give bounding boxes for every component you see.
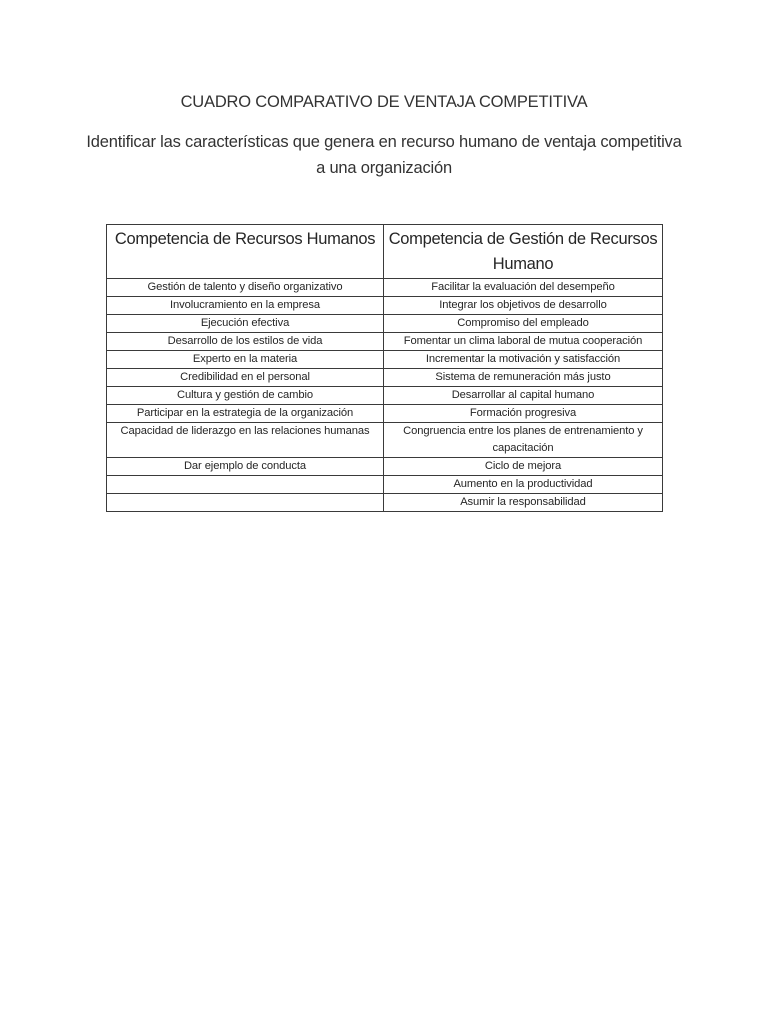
table-row [107, 405, 663, 423]
table-cell: Congruencia entre los planes de entrenamiento y capacitación [384, 423, 663, 458]
table-cell: Fomentar un clima laboral de mutua cooperación [384, 333, 663, 351]
table-cell: Involucramiento en la empresa [107, 297, 384, 315]
table-cell: Compromiso del empleado [384, 315, 663, 333]
column-header-hrm-competence: Competencia de Gestión de Recursos Humano [384, 225, 663, 279]
table-cell: Integrar los objetivos de desarrollo [384, 297, 663, 315]
table-cell: Cultura y gestión de cambio [107, 387, 384, 405]
table-row [107, 279, 663, 297]
table-cell: Credibilidad en el personal [107, 369, 384, 387]
document-title: CUADRO COMPARATIVO DE VENTAJA COMPETITIVA [180, 93, 588, 111]
table-cell-empty [107, 476, 384, 494]
table-row [107, 387, 663, 405]
table-row [107, 351, 663, 369]
table-row [107, 494, 663, 512]
table-cell: Aumento en la productividad [384, 476, 663, 494]
table-cell: Gestión de talento y diseño organizativo [107, 279, 384, 297]
table-cell: Ejecución efectiva [107, 315, 384, 333]
table-cell: Experto en la materia [107, 351, 384, 369]
table-cell-empty [107, 494, 384, 512]
table-cell: Asumir la responsabilidad [384, 494, 663, 512]
table-row [107, 333, 663, 351]
table-body [107, 279, 663, 512]
document-subtitle: Identificar las características que genera en recurso humano de ventaja competitiva a una organización [86, 133, 682, 177]
table-cell: Incrementar la motivación y satisfacción [384, 351, 663, 369]
table-cell: Facilitar la evaluación del desempeño [384, 279, 663, 297]
table-row [107, 458, 663, 476]
table-row [107, 297, 663, 315]
table-cell: Capacidad de liderazgo en las relaciones humanas [107, 423, 384, 458]
table-cell: Dar ejemplo de conducta [107, 458, 384, 476]
table-cell: Participar en la estrategia de la organización [107, 405, 384, 423]
table-row [107, 476, 663, 494]
table-header-row [107, 225, 663, 279]
comparison-table [106, 224, 663, 512]
table-cell: Desarrollar al capital humano [384, 387, 663, 405]
column-header-hr-competence: Competencia de Recursos Humanos [107, 225, 384, 279]
table-row [107, 315, 663, 333]
table-cell: Formación progresiva [384, 405, 663, 423]
table-cell: Desarrollo de los estilos de vida [107, 333, 384, 351]
table-row [107, 423, 663, 458]
table-cell: Sistema de remuneración más justo [384, 369, 663, 387]
table-row [107, 369, 663, 387]
table-cell: Ciclo de mejora [384, 458, 663, 476]
